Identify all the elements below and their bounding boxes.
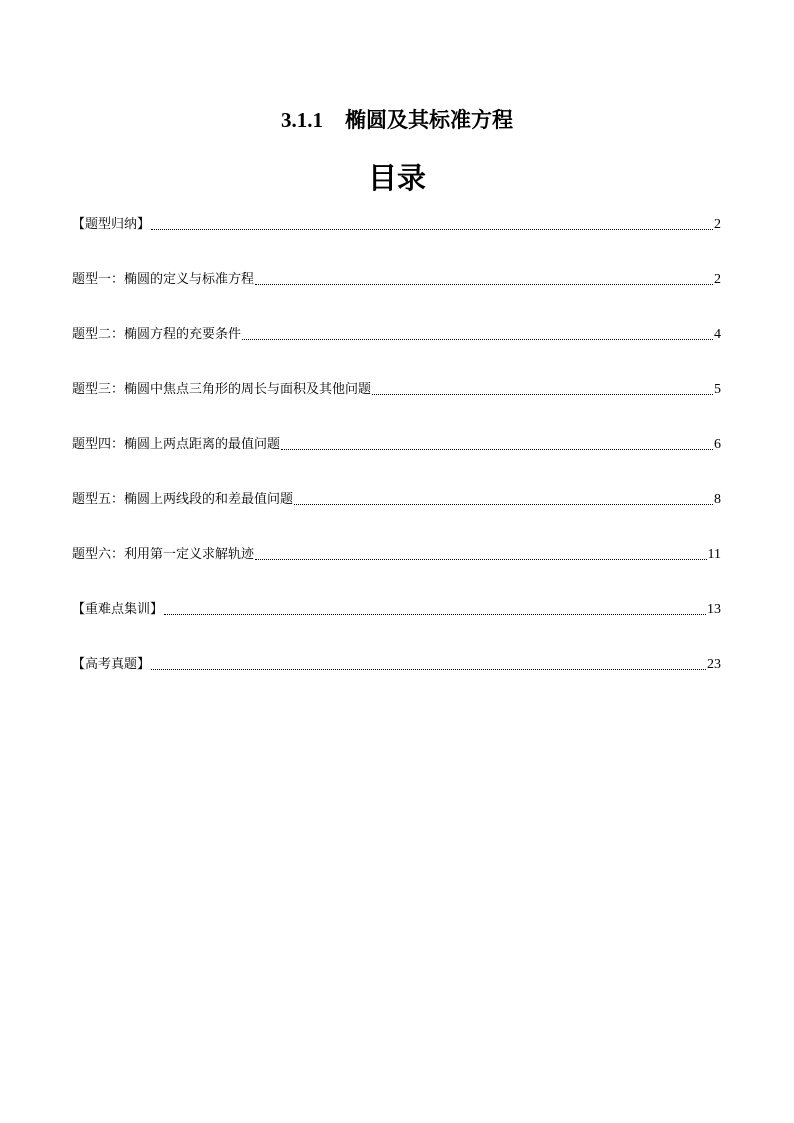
toc-entry-label: 题型一：椭圆的定义与标准方程 bbox=[72, 272, 255, 287]
toc-entry-page: 4 bbox=[714, 327, 721, 342]
section-number: 3.1.1 bbox=[281, 108, 323, 132]
toc-entry-label: 题型六：利用第一定义求解轨迹 bbox=[72, 547, 255, 562]
toc-entry-type-4[interactable] bbox=[72, 434, 721, 456]
toc-dot-leader bbox=[151, 669, 706, 670]
toc-entry-type-3[interactable] bbox=[72, 379, 721, 401]
document-title bbox=[0, 104, 794, 136]
toc-dot-leader bbox=[242, 339, 713, 340]
toc-dot-leader bbox=[294, 504, 713, 505]
toc-dot-leader bbox=[281, 449, 713, 450]
toc-entry-page: 13 bbox=[707, 602, 721, 617]
toc-entry-key-difficult-practice[interactable] bbox=[72, 599, 721, 621]
toc-entry-type-1[interactable] bbox=[72, 269, 721, 291]
toc-entry-page: 8 bbox=[714, 492, 721, 507]
toc-entry-label: 题型三：椭圆中焦点三角形的周长与面积及其他问题 bbox=[72, 382, 372, 397]
toc-entry-page: 2 bbox=[714, 217, 721, 232]
toc-dot-leader bbox=[372, 394, 713, 395]
toc-entry-page: 6 bbox=[714, 437, 721, 452]
toc-entry-label: 题型五：椭圆上两线段的和差最值问题 bbox=[72, 492, 294, 507]
toc-entry-type-2[interactable] bbox=[72, 324, 721, 346]
toc-dot-leader bbox=[151, 229, 713, 230]
toc-heading: 目录 bbox=[367, 161, 426, 195]
toc-entry-page: 11 bbox=[707, 547, 721, 562]
toc-entry-type-5[interactable] bbox=[72, 489, 721, 511]
toc-entry-page: 2 bbox=[714, 272, 721, 287]
toc-entry-label: 题型四：椭圆上两点距离的最值问题 bbox=[72, 437, 281, 452]
toc-dot-leader bbox=[164, 614, 706, 615]
toc-entry-label: 题型二：椭圆方程的充要条件 bbox=[72, 327, 242, 342]
toc-entry-page: 23 bbox=[707, 657, 721, 672]
toc-entry-question-types[interactable] bbox=[72, 214, 721, 236]
toc-dot-leader bbox=[255, 284, 713, 285]
section-title: 椭圆及其标准方程 bbox=[345, 108, 513, 132]
toc-entry-label: 【题型归纳】 bbox=[72, 217, 151, 232]
toc-entry-type-6[interactable] bbox=[72, 544, 721, 566]
toc-entry-label: 【重难点集训】 bbox=[72, 602, 164, 617]
toc-entry-page: 5 bbox=[714, 382, 721, 397]
toc-entry-label: 【高考真题】 bbox=[72, 657, 151, 672]
toc-entry-exam-questions[interactable] bbox=[72, 654, 721, 676]
toc-dot-leader bbox=[255, 559, 707, 560]
